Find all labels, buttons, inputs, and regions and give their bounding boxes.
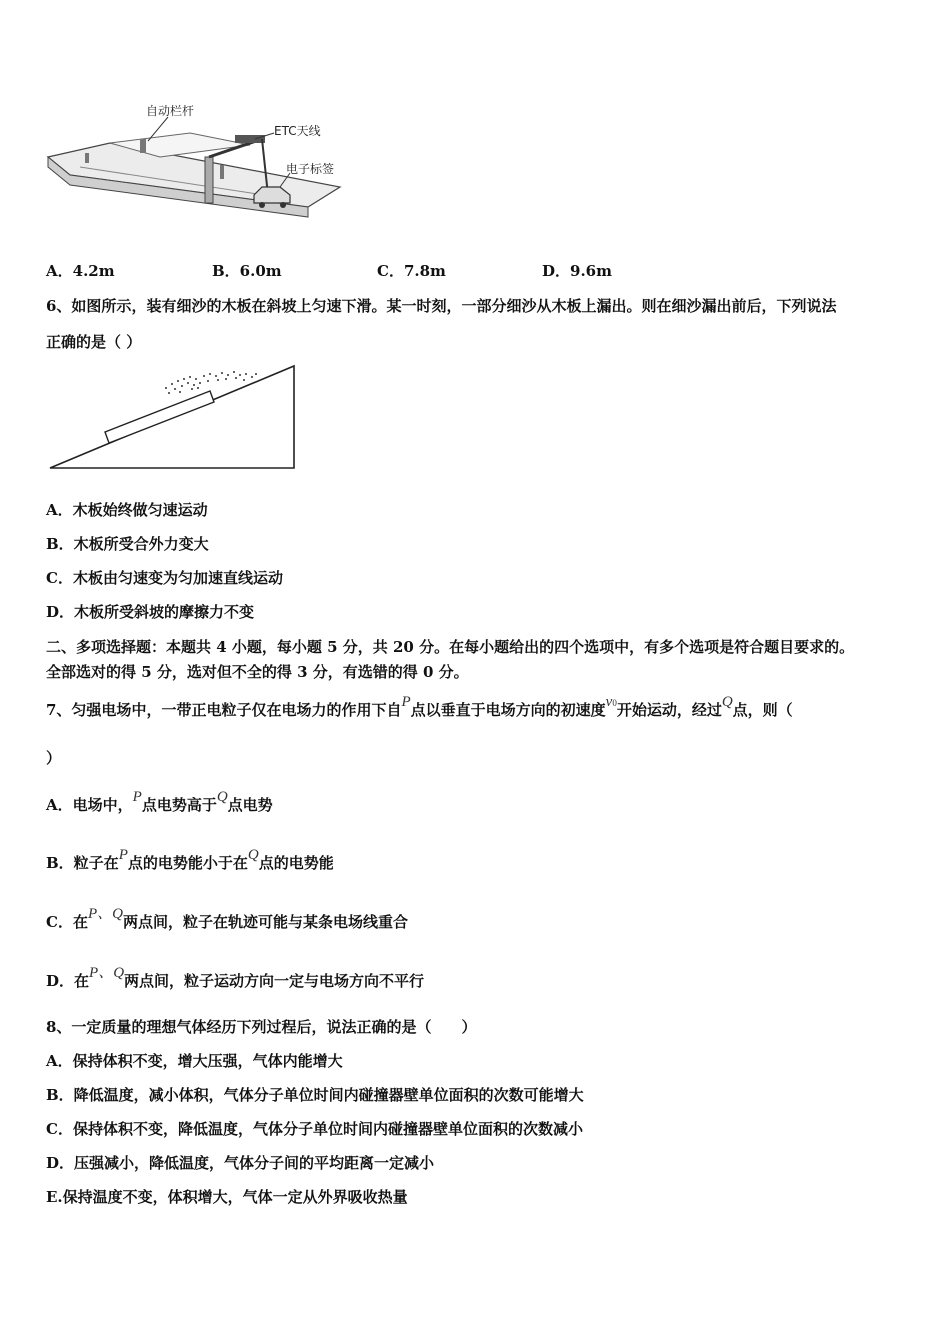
q7-option-c[interactable]: C．在P、Q两点间，粒子在轨迹可能与某条电场线重合 [46, 906, 408, 931]
q6-option-b[interactable]: B．木板所受合外力变大 [46, 535, 209, 553]
label-auto-bar: 自动栏杆 [146, 104, 195, 118]
q8-option-a[interactable]: A．保持体积不变，增大压强，气体内能增大 [46, 1052, 343, 1070]
incline-board-figure [48, 362, 298, 474]
q5-option-d[interactable]: D．9.6m [542, 262, 612, 280]
label-etc-antenna: ETC天线 [274, 124, 321, 138]
q8-option-c[interactable]: C．保持体积不变，降低温度，气体分子单位时间内碰撞器壁单位面积的次数减小 [46, 1120, 583, 1138]
q6-stem-line1: 6、如图所示，装有细沙的木板在斜坡上匀速下滑。某一时刻，一部分细沙从木板上漏出。则在细沙漏出前后，下列说法 [46, 297, 837, 315]
q7-stem-close: ） [46, 749, 62, 767]
q7-option-a[interactable]: A．电场中，P点电势高于Q点电势 [46, 789, 273, 814]
q7-option-b[interactable]: B．粒子在P点的电势能小于在Q点的电势能 [46, 847, 334, 872]
var-q: Q [721, 694, 733, 710]
q8-stem: 8、一定质量的理想气体经历下列过程后，说法正确的是（ ） [46, 1018, 477, 1036]
q5-option-b[interactable]: B．6.0m [212, 262, 282, 280]
var-p: P [401, 694, 411, 710]
q5-option-a[interactable]: A．4.2m [46, 262, 115, 280]
q8-option-b[interactable]: B．降低温度，减小体积，气体分子单位时间内碰撞器壁单位面积的次数可能增大 [46, 1086, 584, 1104]
etc-toll-figure [40, 95, 360, 225]
q6-stem-line2: 正确的是（ ） [46, 333, 142, 351]
q7-stem: 7、匀强电场中，一带正电粒子仅在电场力的作用下自P点以垂直于电场方向的初速度v0开始运动，经过Q点，则（ [46, 694, 793, 719]
section2-header-line1: 二、多项选择题：本题共 4 小题，每小题 5 分，共 20 分。在每小题给出的四个选项中，有多个选项是符合题目要求的。 [46, 638, 855, 656]
q6-option-d[interactable]: D．木板所受斜坡的摩擦力不变 [46, 603, 255, 621]
q7-option-d[interactable]: D．在P、Q两点间，粒子运动方向一定与电场方向不平行 [46, 965, 425, 990]
q5-option-c[interactable]: C．7.8m [377, 262, 446, 280]
var-v0: v0 [605, 694, 617, 710]
q8-option-e[interactable]: E.保持温度不变，体积增大，气体一定从外界吸收热量 [46, 1188, 408, 1206]
q6-option-a[interactable]: A．木板始终做匀速运动 [46, 501, 208, 519]
label-electronic-tag: 电子标签 [286, 162, 335, 176]
q6-option-c[interactable]: C．木板由匀速变为匀加速直线运动 [46, 569, 283, 587]
section2-header-line2: 全部选对的得 5 分，选对但不全的得 3 分，有选错的得 0 分。 [46, 663, 469, 681]
q8-option-d[interactable]: D．压强减小，降低温度，气体分子间的平均距离一定减小 [46, 1154, 435, 1172]
